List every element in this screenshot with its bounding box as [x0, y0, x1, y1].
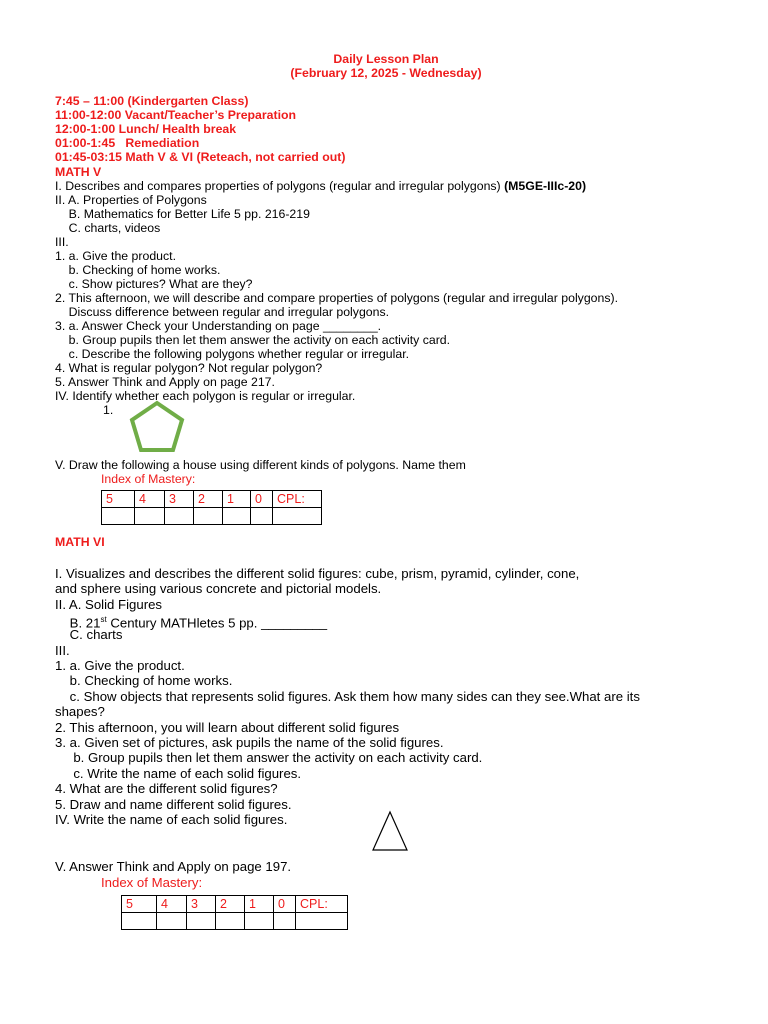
- mastery-score-cell: 4: [157, 896, 187, 913]
- schedule-item: 7:45 – 11:00 (Kindergarten Class): [55, 94, 249, 108]
- mastery-score-cell: 1: [245, 896, 274, 913]
- mastery-empty-cell: [274, 913, 296, 930]
- mastery-score-cell: 0: [274, 896, 296, 913]
- math6-evaluation: V. Answer Think and Apply on page 197.: [55, 859, 292, 874]
- math6-objective-line: and sphere using various concrete and pictorial models.: [55, 581, 382, 596]
- table-row: [102, 508, 322, 525]
- mastery-empty-cell: [157, 913, 187, 930]
- math6-line: 4. What are the different solid figures?: [55, 781, 278, 796]
- math6-line: c. Write the name of each solid figures.: [55, 766, 302, 781]
- math5-objective-code: (M5GE-IIIc-20): [504, 179, 587, 193]
- math6-mastery-label: Index of Mastery:: [101, 875, 203, 890]
- table-row: [102, 491, 322, 508]
- mastery-empty-cell: [122, 913, 157, 930]
- mastery-score-cell: 3: [187, 896, 216, 913]
- math6-resource-c: C. charts: [55, 627, 123, 642]
- mastery-empty-cell: [216, 913, 245, 930]
- math5-heading: MATH V: [55, 165, 102, 179]
- math6-heading: MATH VI: [55, 535, 105, 549]
- math6-line: 5. Draw and name different solid figures.: [55, 797, 292, 812]
- mastery-empty-cell: [194, 508, 223, 525]
- schedule-item: 12:00-1:00 Lunch/ Health break: [55, 122, 237, 136]
- mastery-empty-cell: [273, 508, 322, 525]
- pentagon-shape: [132, 403, 182, 450]
- math5-line: c. Describe the following polygons whether regular or irregular.: [55, 347, 410, 361]
- mastery-empty-cell: [251, 508, 273, 525]
- pentagon-icon: [126, 399, 188, 454]
- schedule-item: 11:00-12:00 Vacant/Teacher’s Preparation: [55, 108, 297, 122]
- page-title: Daily Lesson Plan: [333, 52, 439, 66]
- mastery-score-cell: 2: [216, 896, 245, 913]
- math6-line: c. Show objects that represents solid figures. Ask them how many sides can they see.What are its: [55, 689, 640, 704]
- math6-line: 1. a. Give the product.: [55, 658, 185, 673]
- math6-line: III.: [55, 643, 70, 658]
- math5-line: b. Group pupils then let them answer the activity on each activity card.: [55, 333, 451, 347]
- math6-mastery-table: [121, 895, 348, 930]
- math5-evaluation: V. Draw the following a house using different kinds of polygons. Name them: [55, 458, 466, 472]
- math5-line: III.: [55, 235, 69, 249]
- math6-resource-b-sup: st: [100, 615, 107, 624]
- mastery-empty-cell: [296, 913, 348, 930]
- math5-line: 1. a. Give the product.: [55, 249, 176, 263]
- math6-resource-a: II. A. Solid Figures: [55, 597, 163, 612]
- mastery-score-cell: 3: [165, 491, 194, 508]
- triangle-icon: [371, 810, 409, 852]
- math5-line: 5. Answer Think and Apply on page 217.: [55, 375, 275, 389]
- schedule-item: 01:00-1:45 Remediation: [55, 136, 200, 150]
- mastery-empty-cell: [187, 913, 216, 930]
- math5-line: IV. Identify whether each polygon is regular or irregular.: [55, 389, 356, 403]
- mastery-score-cell: 2: [194, 491, 223, 508]
- mastery-score-cell: 5: [102, 491, 135, 508]
- mastery-cpl-cell: CPL:: [296, 896, 348, 913]
- math5-line: c. Show pictures? What are they?: [55, 277, 253, 291]
- math6-line: IV. Write the name of each solid figures.: [55, 812, 288, 827]
- math5-mastery-table: [101, 490, 322, 525]
- triangle-shape: [373, 812, 407, 850]
- mastery-cpl-cell: CPL:: [273, 491, 322, 508]
- math5-line: 4. What is regular polygon? Not regular polygon?: [55, 361, 323, 375]
- mastery-empty-cell: [165, 508, 194, 525]
- math6-line: 2. This afternoon, you will learn about different solid figures: [55, 720, 400, 735]
- table-row: [122, 896, 348, 913]
- math5-mastery-label: Index of Mastery:: [101, 472, 196, 486]
- mastery-score-cell: 0: [251, 491, 273, 508]
- math5-objective: [55, 179, 586, 193]
- mastery-score-cell: 1: [223, 491, 251, 508]
- math6-objective-line: I. Visualizes and describes the different solid figures: cube, prism, pyramid, cylinder, cone,: [55, 566, 580, 581]
- math6-line: b. Checking of home works.: [55, 673, 233, 688]
- mastery-empty-cell: [223, 508, 251, 525]
- table-row: [122, 913, 348, 930]
- math5-line: B. Mathematics for Better Life 5 pp. 216-219: [55, 207, 310, 221]
- math5-item-number: 1.: [103, 403, 114, 417]
- math5-line: Discuss difference between regular and irregular polygons.: [55, 305, 390, 319]
- mastery-score-cell: 5: [122, 896, 157, 913]
- mastery-empty-cell: [102, 508, 135, 525]
- math6-line: 3. a. Given set of pictures, ask pupils the name of the solid figures.: [55, 735, 444, 750]
- math5-line: C. charts, videos: [55, 221, 161, 235]
- math5-line: b. Checking of home works.: [55, 263, 221, 277]
- schedule-item: 01:45-03:15 Math V & VI (Reteach, not carried out): [55, 150, 346, 164]
- math6-line: b. Group pupils then let them answer the activity on each activity card.: [55, 750, 483, 765]
- mastery-score-cell: 4: [135, 491, 165, 508]
- math5-line: II. A. Properties of Polygons: [55, 193, 207, 207]
- mastery-empty-cell: [245, 913, 274, 930]
- page-date: (February 12, 2025 - Wednesday): [290, 66, 482, 80]
- math5-line: 3. a. Answer Check your Understanding on page ________.: [55, 319, 382, 333]
- mastery-empty-cell: [135, 508, 165, 525]
- math5-objective-text: I. Describes and compares properties of polygons (regular and irregular polygons): [55, 179, 505, 193]
- math5-line: 2. This afternoon, we will describe and compare properties of polygons (regular and irregular polygons).: [55, 291, 618, 305]
- math6-resource-b-prefix: B. 21: [55, 615, 101, 631]
- math6-resource-b-suffix: Century MATHletes 5 pp. _________: [106, 615, 328, 631]
- math6-line: shapes?: [55, 704, 105, 719]
